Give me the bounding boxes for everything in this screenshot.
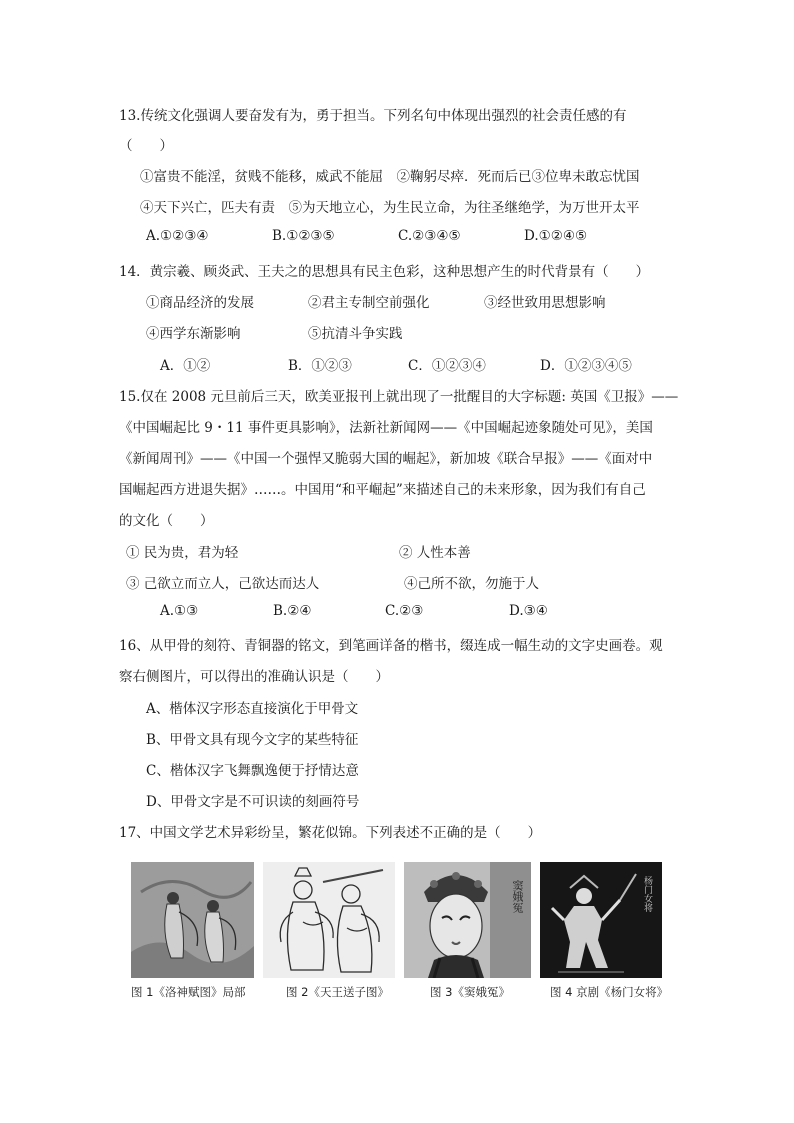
q14-option-d: D．①②③④⑤ bbox=[540, 358, 632, 374]
q15-line-1: 15.仅在 2008 元旦前后三天，欧美亚报刊上就出现了一批醒目的大字标题: 英国《卫报》—— bbox=[119, 389, 679, 405]
q16-option-c: C、楷体汉字飞舞飘逸便于抒情达意 bbox=[146, 763, 359, 779]
q14-item-1: ①商品经济的发展 bbox=[146, 295, 254, 311]
q17-figure-strip bbox=[0, 862, 794, 1007]
figure-3-caption: 图 3《窦娥冤》 bbox=[430, 985, 510, 999]
figure-4-caption: 图 4 京剧《杨门女将》 bbox=[550, 985, 669, 999]
q13-option-b: B.①②③⑤ bbox=[272, 228, 335, 244]
q15-line-2: 《中国崛起比 9・11 事件更具影响》，法新社新闻网——《中国崛起迹象随处可见》，美国 bbox=[119, 420, 653, 436]
q16-option-b: B、甲骨文具有现今文字的某些特征 bbox=[146, 732, 359, 748]
q13-items-line-2: ④天下兴亡，匹夫有责 ⑤为天地立心，为生民立命，为往圣继绝学，为万世开太平 bbox=[140, 200, 640, 216]
q14-item-5: ⑤抗清斗争实践 bbox=[308, 326, 403, 342]
figure-1-caption: 图 1《洛神赋图》局部 bbox=[131, 985, 246, 999]
q15-item-2: ② 人性本善 bbox=[399, 545, 471, 561]
q16-option-d: D、甲骨文字是不可识读的刻画符号 bbox=[146, 794, 360, 810]
q14-option-a: A．①② bbox=[160, 358, 211, 374]
ink-drawing-icon bbox=[263, 862, 395, 978]
q15-item-3: ③ 己欲立而立人，己欲达而达人 bbox=[126, 576, 320, 592]
q16-option-a: A、楷体汉字形态直接演化于甲骨文 bbox=[146, 701, 359, 717]
figure-2-image bbox=[263, 862, 395, 978]
q14-option-c: C．①②③④ bbox=[408, 358, 486, 374]
q14-option-b: B．①②③ bbox=[288, 358, 352, 374]
q13-option-d: D.①②④⑤ bbox=[524, 228, 588, 244]
q13-option-a: A.①②③④ bbox=[146, 228, 209, 244]
q14-item-4: ④西学东渐影响 bbox=[146, 326, 241, 342]
q15-option-a: A.①③ bbox=[160, 603, 199, 619]
q14-stem: 14．黄宗羲、顾炎武、王夫之的思想具有民主色彩，这种思想产生的时代背景有（ ） bbox=[119, 264, 650, 280]
figure-4-image bbox=[540, 862, 662, 978]
q15-line-3: 《新闻周刊》——《中国一个强悍又脆弱大国的崛起》，新加坡《联合早报》——《面对中 bbox=[119, 451, 653, 467]
q14-item-3: ③经世致用思想影响 bbox=[484, 295, 606, 311]
painting-figures-icon bbox=[131, 862, 254, 978]
q13-items-line-1: ①富贵不能淫，贫贱不能移，威武不能屈 ②鞠躬尽瘁．死而后已③位卑未敢忘忧国 bbox=[140, 169, 640, 185]
q13-answer-paren: （ ） bbox=[119, 138, 173, 154]
q15-option-d: D.③④ bbox=[509, 603, 548, 619]
q15-line-5: 的文化（ ） bbox=[119, 513, 214, 529]
figure-3-vertical-title: 窦娥冤 bbox=[511, 880, 524, 913]
q13-stem: 13.传统文化强调人要奋发有为，勇于担当。下列名句中体现出强烈的社会责任感的有 bbox=[119, 108, 627, 124]
figure-4-vertical-title: 杨门女将 bbox=[642, 876, 652, 912]
q16-line-2: 察右侧图片，可以得出的准确认识是（ ） bbox=[119, 669, 389, 685]
q16-line-1: 16、从甲骨的刻符、青铜器的铭文，到笔画详备的楷书，缀连成一幅生动的文字史画卷。观 bbox=[119, 638, 663, 654]
q14-item-2: ②君主专制空前强化 bbox=[308, 295, 430, 311]
q15-item-1: ① 民为贵，君为轻 bbox=[126, 545, 239, 561]
q13-option-c: C.②③④⑤ bbox=[398, 228, 461, 244]
figure-1-image bbox=[131, 862, 254, 978]
q15-option-c: C.②③ bbox=[385, 603, 424, 619]
figure-3-image bbox=[404, 862, 531, 978]
q15-line-4: 国崛起西方进退失据》……。中国用“和平崛起”来描述自己的未来形象，因为我们有自己 bbox=[119, 482, 646, 498]
q15-option-b: B.②④ bbox=[273, 603, 312, 619]
q15-item-4: ④己所不欲，勿施于人 bbox=[404, 576, 539, 592]
q17-stem: 17、中国文学艺术异彩纷呈，繁花似锦。下列表述不正确的是（ ） bbox=[119, 825, 542, 841]
figure-2-caption: 图 2《天王送子图》 bbox=[286, 985, 389, 999]
